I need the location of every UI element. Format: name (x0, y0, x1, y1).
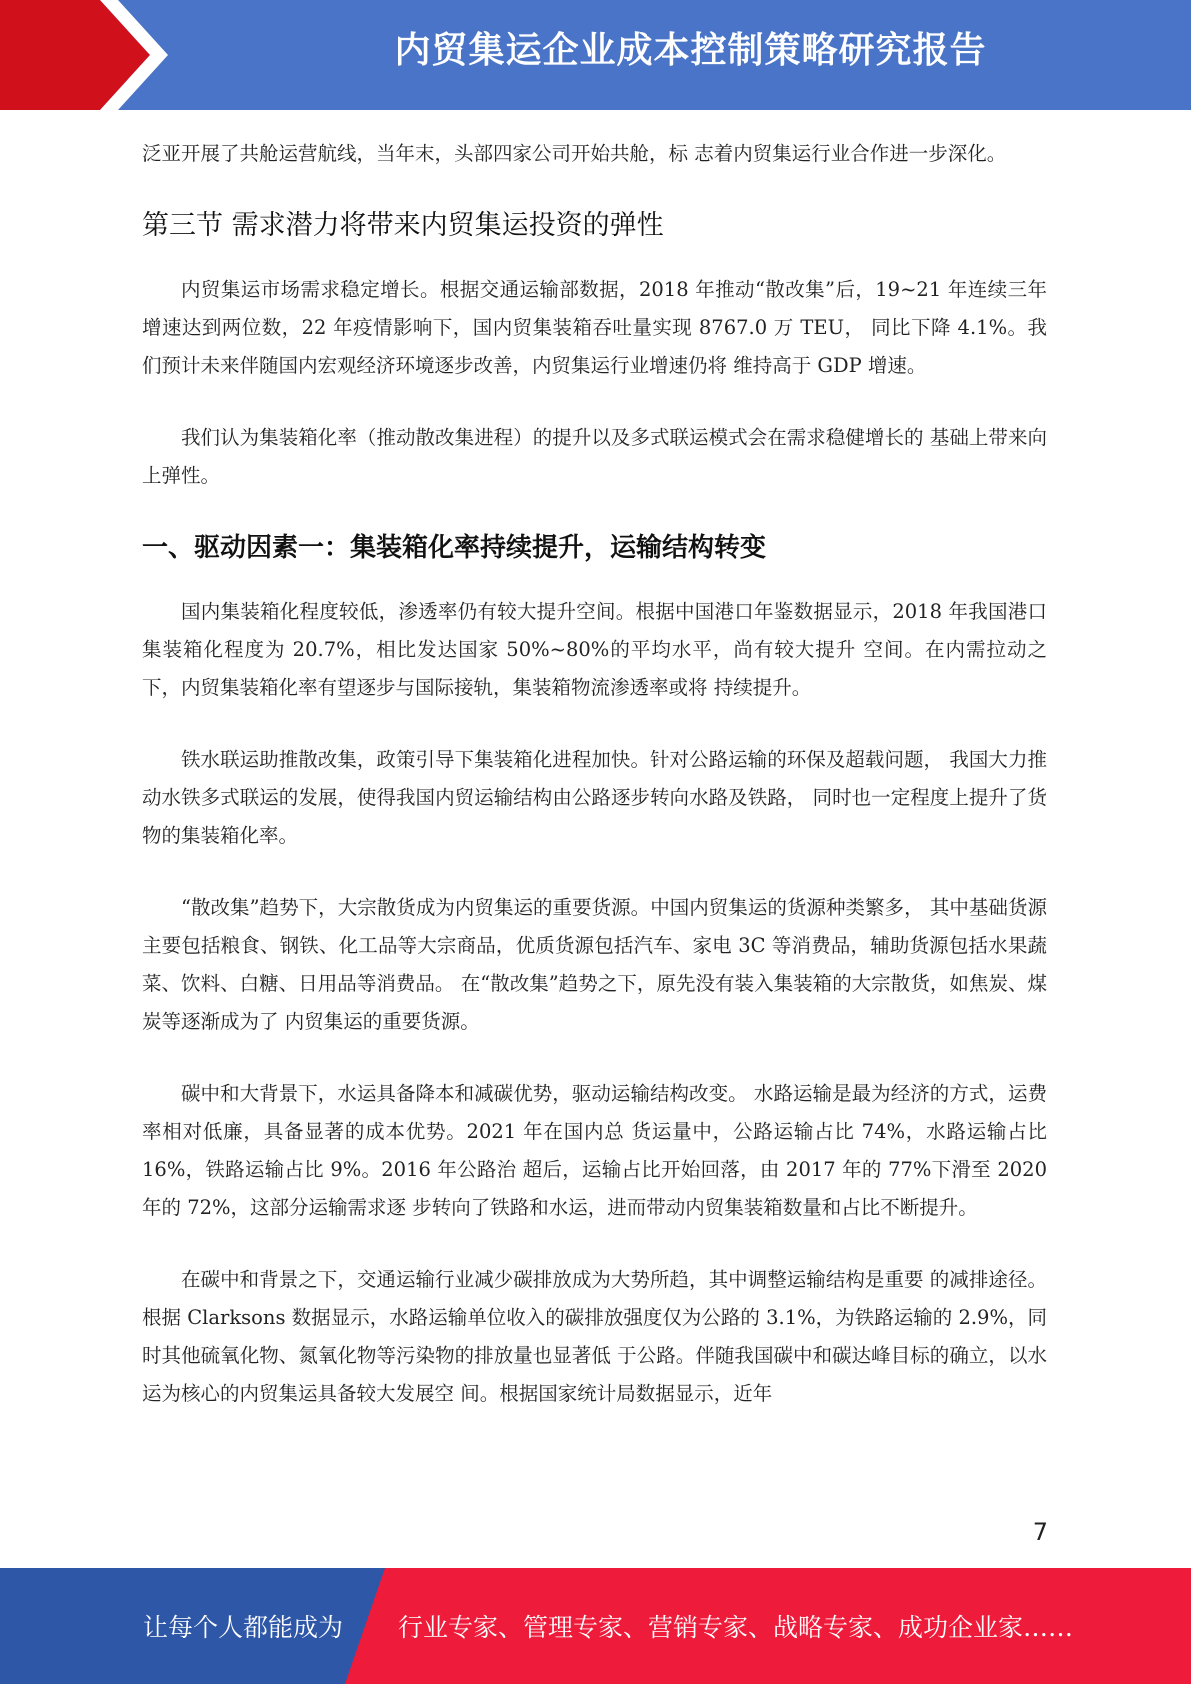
document-body (142, 135, 1047, 1447)
paragraph-2: 我们认为集装箱化率（推动散改集进程）的提升以及多式联运模式会在需求稳健增长的 基础上带来向上弹性。 (142, 426, 1047, 487)
paragraph-6: 碳中和大背景下，水运具备降本和减碳优势，驱动运输结构改变。 水路运输是最为经济的方式，运费率相对低廉，具备显著的成本优势。2021 年在国内总 货运量中，公路运输占比 74%，水路运输占比 16%，铁路运输占比 9%。2016 年公路治 超后，运输占比开始回落，由 2017 年的 77%下滑至 2020 年的 72%，这部分运输需求逐 步转向了铁路和水运，进而带动内贸集装箱数量和占比不断提升。 (142, 1082, 1047, 1219)
paragraph-5: “散改集”趋势下，大宗散货成为内贸集运的重要货源。中国内贸集运的货源种类繁多， 其中基础货源主要包括粮食、钢铁、化工品等大宗商品，优质货源包括汽车、家电 3C 等消费品，辅助货源包括水果蔬菜、饮料、白糖、日用品等消费品。 在“散改集”趋势之下，原先没有装入集装箱的大宗散货，如焦炭、煤炭等逐渐成为了 内贸集运的重要货源。 (142, 896, 1047, 1033)
report-title: 内贸集运企业成本控制策略研究报告 (394, 30, 987, 71)
subheading-driver-one: 一、驱动因素一：集装箱化率持续提升，运输结构转变 (142, 533, 767, 563)
paragraph-3: 国内集装箱化程度较低，渗透率仍有较大提升空间。根据中国港口年鉴数据显示，2018 年我国港口集装箱化程度为 20.7%，相比发达国家 50%~80%的平均水平，尚有较大提升 空间。在内需拉动之下，内贸集装箱化率有望逐步与国际接轨，集装箱物流渗透率或将 持续提升。 (142, 600, 1047, 699)
section-heading: 第三节 需求潜力将带来内贸集运投资的弹性 (142, 210, 664, 241)
paragraph-4: 铁水联运助推散改集，政策引导下集装箱化进程加快。针对公路运输的环保及超载问题， 我国大力推动水铁多式联运的发展，使得我国内贸运输结构由公路逐步转向水路及铁路， 同时也一定程度上提升了货物的集装箱化率。 (142, 748, 1047, 847)
footer-slogan-left: 让每个人都能成为 (143, 1613, 344, 1642)
footer-slogan-right: 行业专家、管理专家、营销专家、战略专家、成功企业家…… (398, 1613, 1074, 1642)
paragraph-1: 内贸集运市场需求稳定增长。根据交通运输部数据，2018 年推动“散改集”后，19~21 年连续三年增速达到两位数，22 年疫情影响下，国内贸集装箱吞吐量实现 8767.0 万 TEU， 同比下降 4.1%。我们预计未来伴随国内宏观经济环境逐步改善，内贸集运行业增速仍将 维持高于 GDP 增速。 (142, 278, 1047, 377)
footer-banner (0, 1568, 1191, 1684)
page-number: 7 (1032, 1518, 1048, 1546)
header-banner (0, 0, 1191, 110)
paragraph-continued: 泛亚开展了共舱运营航线，当年末，头部四家公司开始共舱，标 志着内贸集运行业合作进一步深化。 (142, 142, 1007, 165)
paragraph-7: 在碳中和背景之下，交通运输行业减少碳排放成为大势所趋，其中调整运输结构是重要 的减排途径。根据 Clarksons 数据显示，水路运输单位收入的碳排放强度仅为公路的 3.1%，为铁路运输的 2.9%，同时其他硫氧化物、氮氧化物等污染物的排放量也显著低 于公路。伴随我国碳中和碳达峰目标的确立，以水运为核心的内贸集运具备较大发展空 间。根据国家统计局数据显示，近年 (142, 1268, 1047, 1405)
